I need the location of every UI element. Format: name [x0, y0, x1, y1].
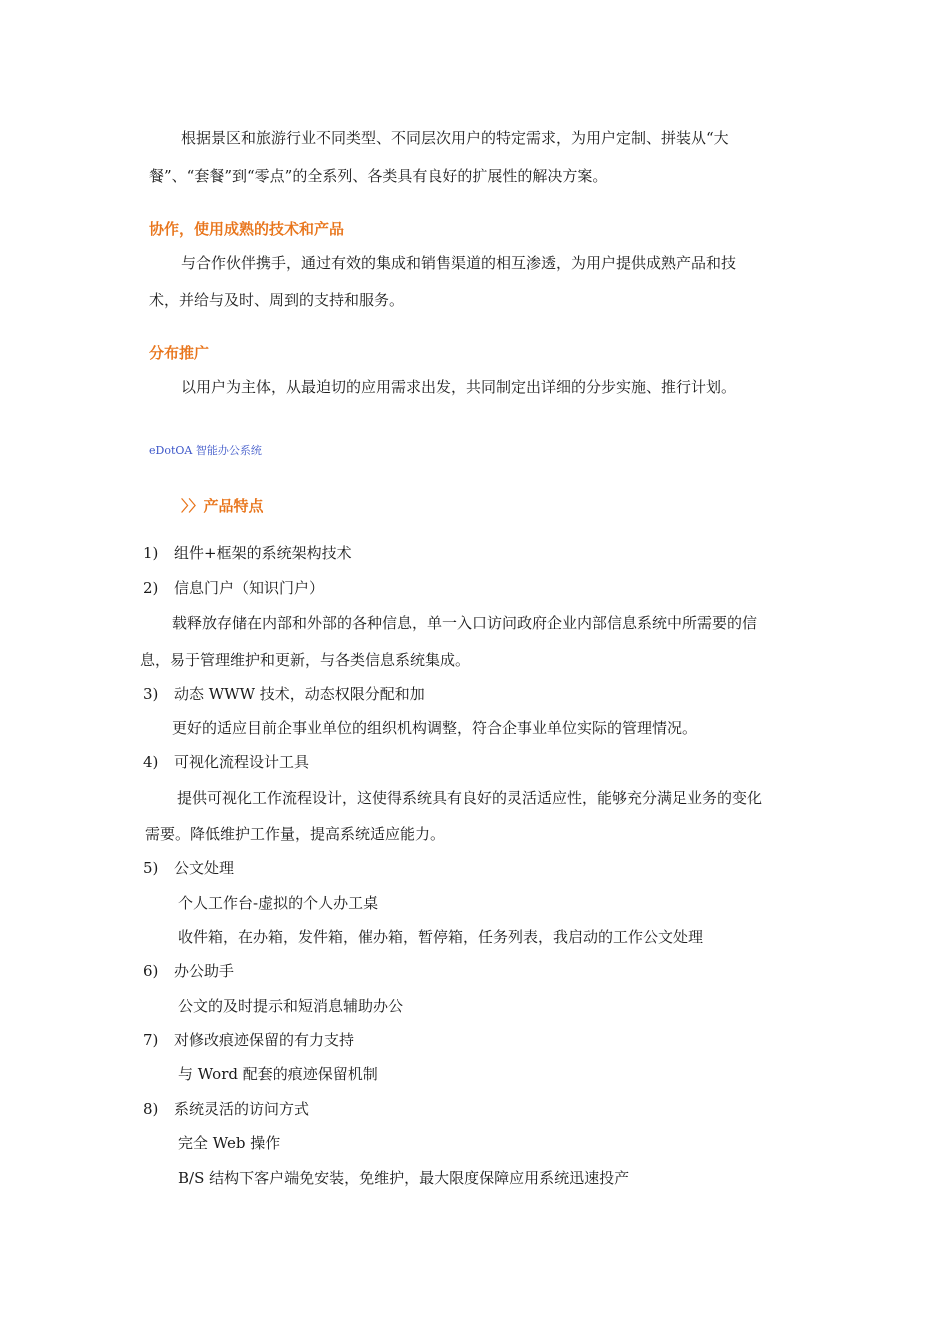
feature-2-desc-line-1: 载释放存储在内部和外部的各种信息，单一入口访问政府企业内部信息系统中所需要的信 — [172, 614, 758, 632]
feature-1-title: 组件+框架的系统架构技术 — [174, 544, 352, 562]
feature-3-desc-line-1: 更好的适应目前企事业单位的组织机构调整，符合企事业单位实际的管理情况。 — [172, 719, 698, 737]
intro-para-line-1: 根据景区和旅游行业不同类型、不同层次用户的特定需求，为用户定制、拼装从“大 — [181, 129, 729, 147]
feature-6-number: 6) — [143, 962, 159, 980]
feature-5-number: 5) — [143, 859, 159, 877]
feature-4-desc-line-2: 需要。降低维护工作量，提高系统适应能力。 — [145, 825, 446, 843]
feature-5-title: 公文处理 — [174, 859, 235, 877]
feature-5-desc-line-1: 个人工作台-虚拟的个人办工桌 — [178, 894, 379, 912]
feature-2-number: 2) — [143, 579, 159, 597]
feature-8-desc-line-2: B/S 结构下客户端免安装，免维护，最大限度保障应用系统迅速投产 — [178, 1169, 630, 1187]
cooperation-line-1: 与合作伙伴携手，通过有效的集成和销售渠道的相互渗透，为用户提供成熟产品和技 — [181, 254, 737, 272]
rollout-heading: 分布推广 — [149, 344, 210, 362]
cooperation-line-2: 术，并给与及时、周到的支持和服务。 — [149, 291, 405, 309]
feature-1-number: 1) — [143, 544, 159, 562]
feature-4-number: 4) — [143, 753, 159, 771]
cooperation-heading: 协作，使用成熟的技术和产品 — [149, 220, 345, 238]
feature-7-title: 对修改痕迹保留的有力支持 — [174, 1031, 355, 1049]
feature-3-title: 动态 WWW 技术，动态权限分配和加 — [174, 685, 425, 703]
product-name: eDotOA 智能办公系统 — [149, 444, 262, 457]
feature-3-number: 3) — [143, 685, 159, 703]
intro-para-line-2: 餐”、“套餐”到“零点”的全系列、各类具有良好的扩展性的解决方案。 — [149, 167, 608, 185]
feature-5-desc-line-2: 收件箱，在办箱，发件箱，催办箱，暂停箱，任务列表，我启动的工作公文处理 — [178, 928, 704, 946]
feature-8-title: 系统灵活的访问方式 — [174, 1100, 310, 1118]
rollout-line-1: 以用户为主体，从最迫切的应用需求出发，共同制定出详细的分步实施、推行计划。 — [181, 378, 737, 396]
feature-2-desc-line-2: 息，易于管理维护和更新，与各类信息系统集成。 — [140, 651, 471, 669]
feature-8-number: 8) — [143, 1100, 159, 1118]
feature-6-title: 办公助手 — [174, 962, 235, 980]
feature-7-desc-line-1: 与 Word 配套的痕迹保留机制 — [178, 1065, 378, 1083]
feature-6-desc-line-1: 公文的及时提示和短消息辅助办公 — [178, 997, 404, 1015]
feature-7-number: 7) — [143, 1031, 159, 1049]
feature-4-title: 可视化流程设计工具 — [174, 753, 310, 771]
feature-2-title: 信息门户（知识门户） — [174, 579, 325, 597]
feature-4-desc-line-1: 提供可视化工作流程设计，这使得系统具有良好的灵活适应性，能够充分满足业务的变化 — [177, 789, 763, 807]
feature-8-desc-line-1: 完全 Web 操作 — [178, 1134, 281, 1152]
features-heading: 〉〉产品特点 — [181, 497, 264, 515]
